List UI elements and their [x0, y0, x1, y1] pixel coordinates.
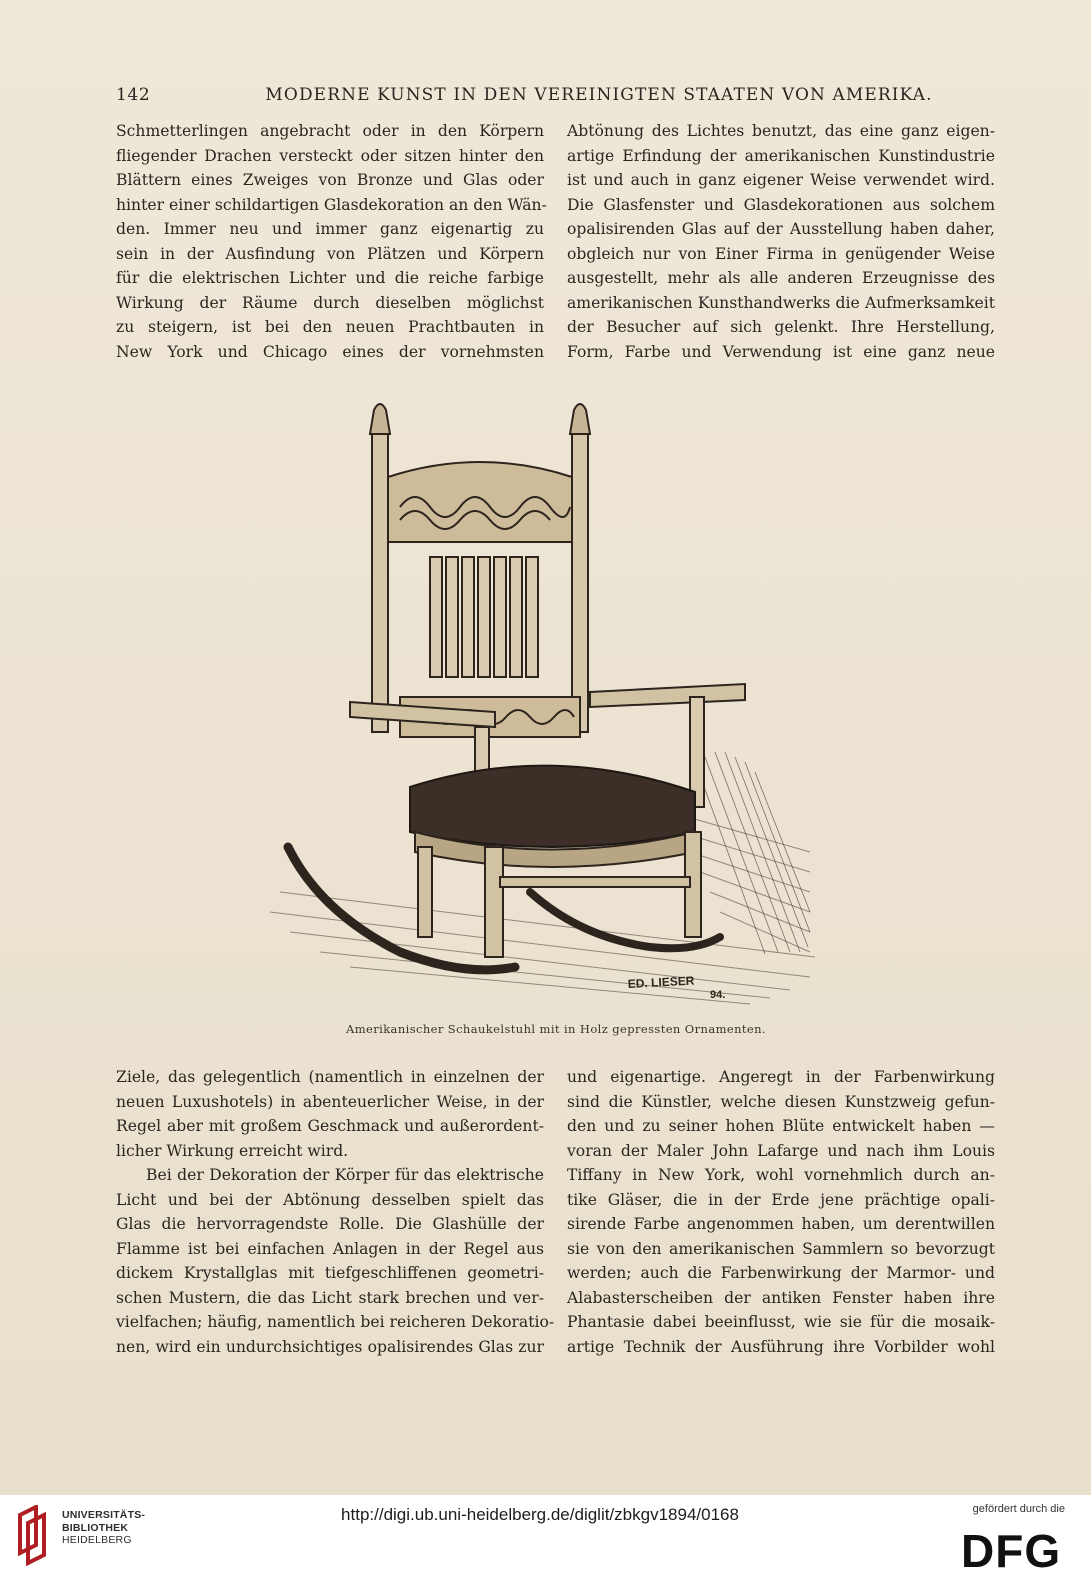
artist-signature: ED. LIESER [627, 973, 695, 991]
text-line: obgleich nur von Einer Firma in genügender Weise [567, 244, 995, 263]
text-line: Regel aber mit großem Geschmack und außerordent- [116, 1117, 544, 1135]
text-line: Phantasie dabei beeinflusst, wie sie für die mosaik- [567, 1313, 995, 1331]
dfg-logo-icon [961, 1525, 1065, 1573]
hatch-lines-right [695, 752, 810, 954]
text-line: werden; auch die Farbenwirkung der Marmor- und [567, 1264, 995, 1282]
text-line: Licht und bei der Abtönung desselben spielt das [116, 1190, 544, 1209]
text-line: zu steigern, ist bei den neuen Prachtbauten in [116, 318, 544, 336]
text-line: und eigenartige. Angeregt in der Farbenwirkung [567, 1068, 995, 1086]
footer-bar [0, 1495, 1091, 1583]
text-line: sein in der Ausfindung von Plätzen und Körpern [116, 244, 544, 263]
text-line: ist und auch in ganz eigener Weise verwendet wird. [567, 171, 995, 189]
text-line: Form, Farbe und Verwendung ist eine ganz neue [567, 342, 995, 361]
text-column-top-right [567, 119, 995, 364]
running-title: MODERNE KUNST IN DEN VEREINIGTEN STAATEN VON AMERIKA. [265, 85, 933, 105]
text-column-bottom-right [567, 1065, 995, 1359]
back-post-right [572, 432, 588, 732]
text-line: sie von den amerikanischen Sammlern so bevorzugt [567, 1239, 995, 1258]
text-column-bottom-left [116, 1065, 555, 1359]
text-line: artige Erfindung der amerikanischen Kunstindustrie [567, 146, 995, 165]
paragraph [116, 1163, 555, 1359]
text-line: neuen Luxushotels) in abenteuerlicher Weise, in der [116, 1092, 544, 1111]
text-line: sirende Farbe angenommen haben, um derentwillen [567, 1215, 995, 1233]
page-number: 142 [116, 85, 151, 105]
text-line: opalisirenden Glas auf der Ausstellung haben daher, [567, 220, 995, 238]
text-line: hinter einer schildartigen Glasdekoration an den Wän- [116, 195, 547, 214]
text-line: Tiffany in New York, wohl vornehmlich durch an- [567, 1166, 995, 1184]
text-line: Abtönung des Lichtes benutzt, das eine ganz eigen- [567, 122, 995, 140]
text-line: der Besucher auf sich gelenkt. Ihre Herstellung, [567, 318, 995, 336]
text-line: Flamme ist bei einfachen Anlagen in der Regel aus [116, 1239, 544, 1258]
text-line: fliegender Drachen versteckt oder sitzen hinter den [116, 146, 544, 165]
leg-front-left [485, 847, 503, 957]
text-line: New York und Chicago eines der vornehmsten [116, 342, 544, 361]
stretcher [500, 877, 690, 887]
dfg-text: DFG [961, 1525, 1062, 1573]
text-column-top-left [116, 119, 547, 364]
text-line: schen Mustern, die das Licht stark brechen und ver- [116, 1288, 544, 1307]
paragraph [116, 1065, 544, 1163]
text-line: voran der Maler John Lafarge und nach ihm Louis [567, 1141, 995, 1160]
text-line: für die elektrischen Lichter und die reiche farbige [116, 269, 544, 287]
text-line: Blättern eines Zweiges von Bronze und Glas oder [116, 171, 544, 189]
back-spindles [430, 557, 538, 677]
text-line: den. Immer neu und immer ganz eigenartig zu [116, 220, 544, 238]
text-line: dickem Krystallglas mit tiefgeschliffenen geometri- [116, 1264, 544, 1282]
finial-right [570, 404, 590, 434]
text-line: Bei der Dekoration der Körper für das elektrische [146, 1166, 544, 1184]
text-line: Die Glasfenster und Glasdekorationen aus solchem [567, 195, 995, 214]
text-line: amerikanischen Kunsthandwerks die Aufmerksamkeit [567, 293, 995, 312]
text-line: artige Technik der Ausführung ihre Vorbilder wohl [567, 1337, 995, 1356]
text-line: nen, wird ein undurchsichtiges opalisirendes Glas zur [116, 1337, 544, 1356]
rocker-left [288, 847, 515, 970]
funding-label: gefördert durch die [972, 1503, 1065, 1515]
text-line: vielfachen; häufig, namentlich bei reicheren Dekoratio- [116, 1313, 555, 1331]
university-library-logo-icon [12, 1505, 54, 1567]
text-line: licher Wirkung erreicht wird. [116, 1141, 349, 1160]
library-name: UNIVERSITÄTS- BIBLIOTHEK HEIDELBERG [62, 1509, 146, 1546]
upholstered-seat [410, 766, 695, 847]
text-line: tike Gläser, die in der Erde jene prächtige opali- [567, 1190, 995, 1209]
text-line: Alabasterscheiben der antiken Fenster haben ihre [567, 1288, 995, 1307]
signature-year: 94. [710, 989, 726, 1001]
finial-left [370, 404, 390, 434]
text-line: Schmetterlingen angebracht oder in den Körpern [116, 122, 544, 140]
rocking-chair-illustration [250, 392, 830, 1012]
back-post-left [372, 432, 388, 732]
permalink-url[interactable]: http://digi.ub.uni-heidelberg.de/diglit/zbkgv1894/0168 [341, 1505, 739, 1524]
leg-back-left [418, 847, 432, 937]
text-line: den und zu seiner hohen Blüte entwickelt haben — [567, 1117, 995, 1135]
figure-caption: Amerikanischer Schaukelstuhl mit in Holz gepressten Ornamenten. [346, 1022, 766, 1036]
running-head [116, 85, 994, 105]
text-line: Ziele, das gelegentlich (namentlich in einzelnen der [116, 1068, 544, 1086]
text-line: ausgestellt, mehr als alle anderen Erzeugnisse des [567, 269, 995, 287]
text-line: Wirkung der Räume durch dieselben möglichst [116, 293, 544, 312]
text-line: sind die Künstler, welche diesen Kunstzweig gefun- [567, 1092, 995, 1111]
arm-right [590, 684, 745, 707]
text-line: Glas die hervorragendste Rolle. Die Glashülle der [116, 1215, 544, 1233]
